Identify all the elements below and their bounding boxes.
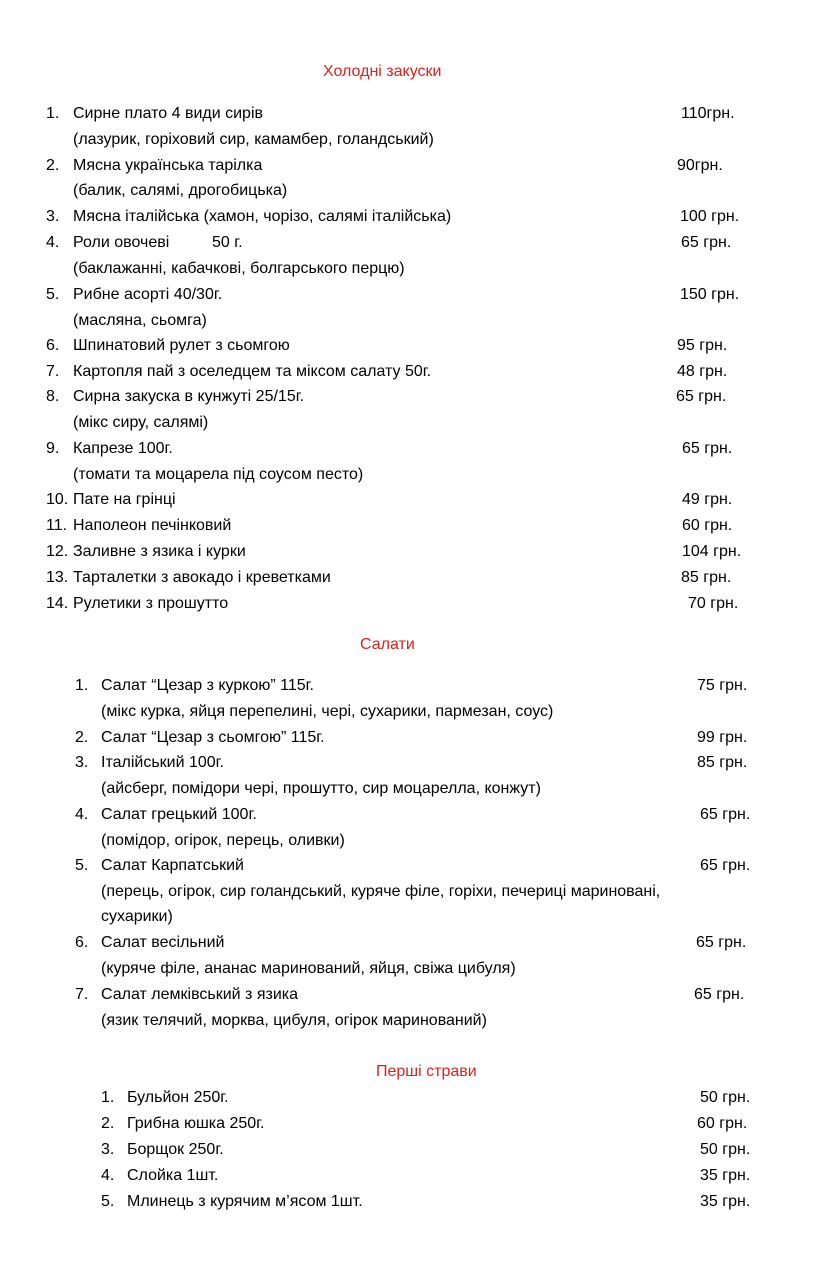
item-price: 100 грн.	[680, 208, 740, 225]
item-number: 8.	[46, 388, 60, 405]
item-number: 1.	[101, 1089, 115, 1106]
item-price: 50 грн.	[700, 1141, 751, 1158]
item-price: 70 грн.	[688, 595, 739, 612]
menu-item	[0, 804, 818, 826]
menu-item	[0, 593, 818, 615]
item-details	[0, 464, 818, 486]
menu-item	[0, 1139, 818, 1161]
item-number: 1.	[75, 677, 89, 694]
item-name: Салат весільний	[101, 934, 225, 951]
section-title-cold-appetizers: Холодні закуски	[323, 63, 442, 80]
item-number: 12.	[46, 543, 69, 560]
item-name: Грибна юшка 250г.	[127, 1115, 265, 1132]
item-name: Мясна українська тарілка	[73, 157, 263, 174]
item-details-text: (айсберг, помідори чері, прошутто, сир моцарелла, конжут)	[101, 780, 541, 797]
item-price: 75 грн.	[697, 677, 748, 694]
item-number: 5.	[46, 286, 60, 303]
menu-item	[0, 1113, 818, 1135]
item-weight: 50 г.	[212, 234, 243, 251]
item-details	[0, 1010, 818, 1032]
menu-item	[0, 155, 818, 177]
section-title-salads: Салати	[360, 636, 415, 653]
menu-item	[0, 335, 818, 357]
item-name: Шпинатовий рулет з сьомгою	[73, 337, 290, 354]
item-name: Сирна закуска в кунжуті 25/15г.	[73, 388, 305, 405]
menu-item	[0, 489, 818, 511]
item-price: 95 грн.	[677, 337, 728, 354]
item-name: Салат “Цезар з сьомгою” 115г.	[101, 729, 325, 746]
item-number: 5.	[101, 1193, 115, 1210]
menu-item	[0, 1087, 818, 1109]
item-price: 60 грн.	[682, 517, 733, 534]
item-price: 60 грн.	[697, 1115, 748, 1132]
item-price: 65 грн.	[696, 934, 747, 951]
item-number: 9.	[46, 440, 60, 457]
item-details	[0, 906, 818, 928]
menu-item	[0, 438, 818, 460]
item-details-text: (балик, салямі, дрогобицька)	[73, 182, 288, 199]
item-details-text: (мікс курка, яйця перепелині, чері, сухарики, пармезан, соус)	[101, 703, 554, 720]
menu-item	[0, 855, 818, 877]
menu-item	[0, 675, 818, 697]
item-details	[0, 958, 818, 980]
item-number: 6.	[75, 934, 89, 951]
item-details	[0, 129, 818, 151]
item-number: 2.	[101, 1115, 115, 1132]
item-price: 49 грн.	[682, 491, 733, 508]
section-title-first-courses: Перші страви	[376, 1063, 477, 1080]
item-number: 11.	[46, 517, 68, 534]
item-price: 65 грн.	[682, 440, 733, 457]
item-number: 10.	[46, 491, 69, 508]
item-details-text: (язик телячий, морква, цибуля, огірок маринований)	[101, 1012, 487, 1029]
item-details	[0, 830, 818, 852]
item-number: 7.	[75, 986, 89, 1003]
menu-item	[0, 206, 818, 228]
item-details-text: (баклажанні, кабачкові, болгарського перцю)	[73, 260, 405, 277]
item-name: Роли овочеві	[73, 234, 170, 251]
item-name: Картопля пай з оселедцем та міксом салату 50г.	[73, 363, 432, 380]
item-name: Салат лемківський з язика	[101, 986, 299, 1003]
menu-item	[0, 103, 818, 125]
item-number: 14.	[46, 595, 69, 612]
menu-item	[0, 515, 818, 537]
item-details-text: (томати та моцарела під соусом песто)	[73, 466, 364, 483]
menu-item	[0, 284, 818, 306]
item-name: Італійський 100г.	[101, 754, 224, 771]
item-name: Рибне асорті 40/30г.	[73, 286, 223, 303]
menu-item	[0, 361, 818, 383]
item-number: 13.	[46, 569, 69, 586]
menu-item	[0, 932, 818, 954]
item-details	[0, 310, 818, 332]
item-name: Салат Карпатський	[101, 857, 244, 874]
item-number: 4.	[75, 806, 89, 823]
menu-item	[0, 232, 818, 254]
item-name: Заливне з язика і курки	[73, 543, 246, 560]
item-number: 4.	[101, 1167, 115, 1184]
item-price: 104 грн.	[682, 543, 742, 560]
item-details-text: (перець, огірок, сир голандський, куряче філе, горіхи, печериці мариновані,	[101, 883, 661, 900]
item-details	[0, 778, 818, 800]
item-price: 65 грн.	[676, 388, 727, 405]
item-price: 90грн.	[677, 157, 723, 174]
item-details-text: (помідор, огірок, перець, оливки)	[101, 832, 345, 849]
item-name: Капрезе 100г.	[73, 440, 173, 457]
item-price: 65 грн.	[681, 234, 732, 251]
item-price: 35 грн.	[700, 1193, 751, 1210]
item-price: 99 грн.	[697, 729, 748, 746]
item-price: 85 грн.	[681, 569, 732, 586]
item-number: 6.	[46, 337, 60, 354]
item-number: 5.	[75, 857, 89, 874]
item-name: Наполеон печінковий	[73, 517, 232, 534]
menu-item	[0, 1165, 818, 1187]
menu-item	[0, 386, 818, 408]
item-name: Борщок 250г.	[127, 1141, 224, 1158]
item-name: Рулетики з прошутто	[73, 595, 229, 612]
item-number: 1.	[46, 105, 60, 122]
item-name: Слойка 1шт.	[127, 1167, 219, 1184]
menu-item	[0, 567, 818, 589]
item-name: Мясна італійська (хамон, чорізо, салямі італійська)	[73, 208, 452, 225]
item-price: 65 грн.	[700, 857, 751, 874]
item-details	[0, 881, 818, 903]
menu-item	[0, 984, 818, 1006]
item-details-text: сухарики)	[101, 908, 173, 925]
menu-item	[0, 541, 818, 563]
item-name: Сирне плато 4 види сирів	[73, 105, 263, 122]
item-details	[0, 258, 818, 280]
item-details	[0, 412, 818, 434]
item-details-text: (мікс сиру, салямі)	[73, 414, 209, 431]
item-price: 65 грн.	[694, 986, 745, 1003]
menu-item	[0, 1191, 818, 1213]
item-price: 150 грн.	[680, 286, 740, 303]
item-name: Пате на грінці	[73, 491, 176, 508]
item-number: 3.	[75, 754, 89, 771]
item-number: 4.	[46, 234, 60, 251]
item-name: Салат грецький 100г.	[101, 806, 257, 823]
item-details-text: (куряче філе, ананас маринований, яйця, свіжа цибуля)	[101, 960, 516, 977]
item-price: 65 грн.	[700, 806, 751, 823]
item-name: Салат “Цезар з куркою” 115г.	[101, 677, 314, 694]
item-number: 2.	[75, 729, 89, 746]
item-name: Бульйон 250г.	[127, 1089, 229, 1106]
item-number: 7.	[46, 363, 60, 380]
item-name: Тарталетки з авокадо і креветками	[73, 569, 331, 586]
item-price: 48 грн.	[677, 363, 728, 380]
item-price: 35 грн.	[700, 1167, 751, 1184]
item-details-text: (лазурик, горіховий сир, камамбер, голандський)	[73, 131, 434, 148]
item-name: Млинець з курячим м’ясом 1шт.	[127, 1193, 363, 1210]
item-details	[0, 701, 818, 723]
item-details	[0, 180, 818, 202]
item-details-text: (масляна, сьомга)	[73, 312, 207, 329]
menu-item	[0, 727, 818, 749]
item-price: 110грн.	[681, 105, 735, 122]
item-price: 50 грн.	[700, 1089, 751, 1106]
item-price: 85 грн.	[697, 754, 748, 771]
item-number: 2.	[46, 157, 60, 174]
item-number: 3.	[46, 208, 60, 225]
item-number: 3.	[101, 1141, 115, 1158]
menu-item	[0, 752, 818, 774]
